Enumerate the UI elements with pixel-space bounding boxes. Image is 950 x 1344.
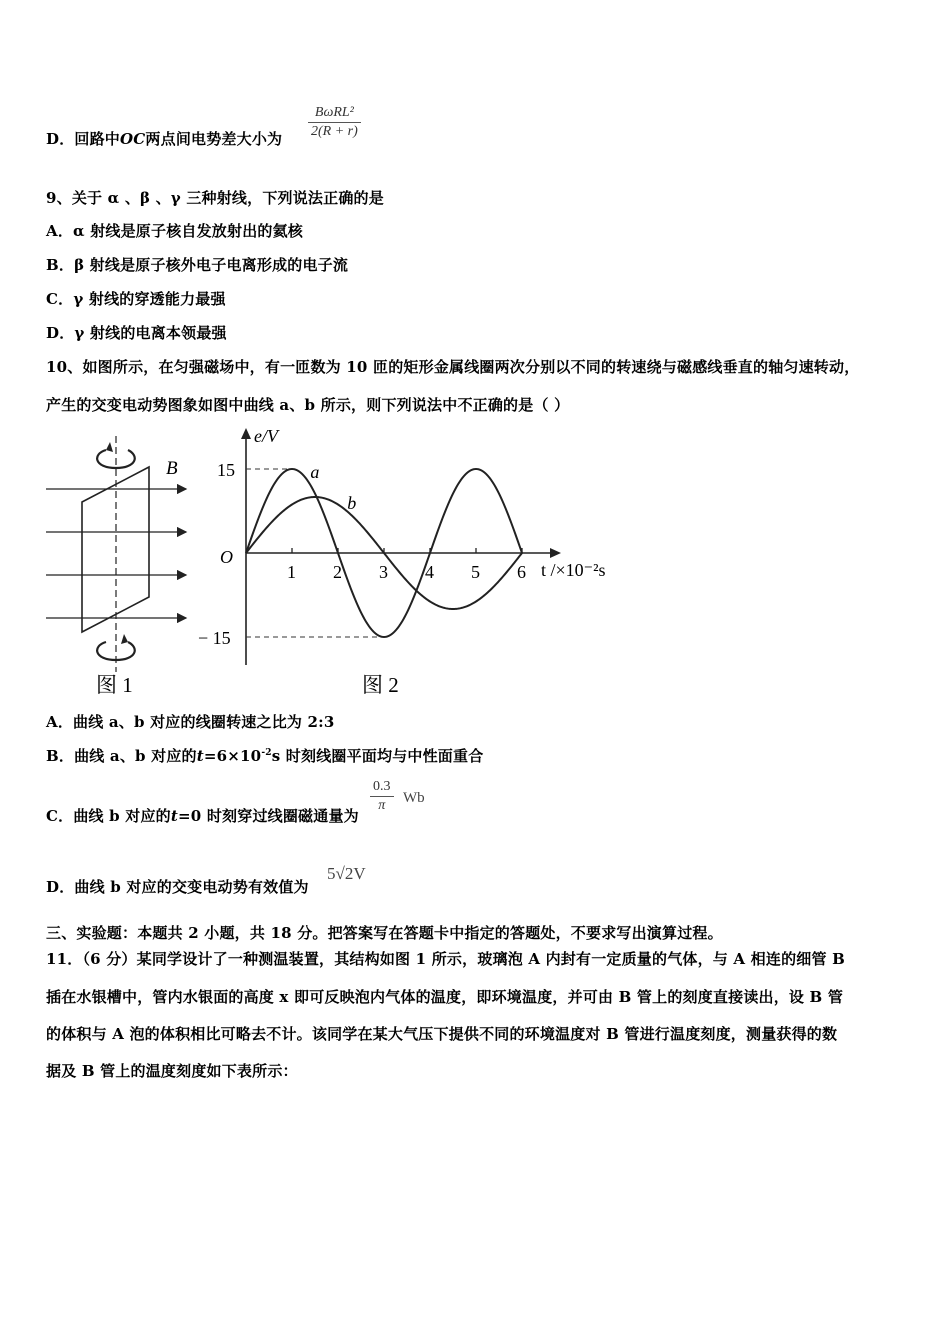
curve-a-label: a — [310, 462, 320, 482]
q11-line-2: 插在水银槽中，管内水银面的高度 x 即可反映泡内气体的温度，即环境温度，并可由 B 管上的刻度直接读出，设 B 管 — [46, 988, 844, 1006]
q10-stem-line1: 10、如图所示，在匀强磁场中，有一匝数为 10 匝的矩形金属线圈两次分别以不同的转速绕与磁感线垂直的轴匀速转动， — [46, 358, 860, 376]
y-axis-arrow-icon — [241, 428, 251, 439]
x-tick-label-3: 3 — [379, 562, 388, 582]
flux-fraction — [370, 778, 394, 815]
q9-option-c: C．γ 射线的穿透能力最强 — [46, 290, 226, 308]
y-axis-label: e/V — [254, 426, 278, 446]
figure-1-caption: 图 1 — [96, 673, 133, 697]
x-axis-label: t /×10⁻²s — [541, 560, 606, 580]
figure-2-caption: 图 2 — [362, 673, 399, 697]
y-tick-label-min: − 15 — [198, 628, 231, 648]
q8-option-d: D．回路中OC两点间电势差大小为 — [46, 130, 283, 148]
q10-stem-line2: 产生的交变电动势图象如图中曲线 a、b 所示，则下列说法中不正确的是（ ） — [46, 396, 570, 414]
x-tick-label-5: 5 — [471, 562, 480, 582]
flux-numerator: 0.3 — [373, 779, 391, 794]
q11-line-3: 的体积与 A 泡的体积相比可略去不计。该同学在某大气压下提供不同的环境温度对 B 管进行温度刻度，测量获得的数 — [46, 1025, 838, 1043]
origin-label: O — [220, 547, 233, 567]
flux-unit: Wb — [403, 790, 425, 806]
section-3-heading: 三、实验题：本题共 2 小题，共 18 分。把答案写在答题卡中指定的答题处，不要求写出演算过程。 — [46, 924, 723, 942]
x-axis-arrow-icon — [550, 548, 561, 558]
q11-line-1: 11．（6 分）某同学设计了一种测温装置，其结构如图 1 所示，玻璃泡 A 内封有一定质量的气体，与 A 相连的细管 B — [46, 950, 845, 968]
x-tick-label-2: 2 — [333, 562, 342, 582]
emf-numerator: BωRL² — [314, 105, 354, 120]
rms-value: 5√2V — [327, 864, 366, 883]
q9-option-b: B．β 射线是原子核外电子电离形成的电子流 — [46, 256, 349, 274]
figure-2-emf-graph — [198, 422, 640, 700]
emf-denominator: 2(R + r) — [311, 124, 358, 139]
q9-stem: 9、关于 α 、β 、γ 三种射线，下列说法正确的是 — [46, 189, 384, 207]
field-label: B — [166, 458, 178, 479]
q11-line-4: 据及 B 管上的温度刻度如下表所示： — [46, 1062, 298, 1080]
x-tick-label-1: 1 — [287, 562, 296, 582]
oc-term: OC — [120, 130, 146, 148]
x-tick-label-6: 6 — [517, 562, 526, 582]
y-tick-label-max: 15 — [217, 460, 235, 480]
flux-denominator: π — [378, 798, 386, 813]
curve-b-label: b — [347, 493, 357, 513]
q10-option-d: D．曲线 b 对应的交变电动势有效值为 — [46, 878, 309, 896]
emf-fraction — [308, 104, 361, 141]
q9-option-a: A．α 射线是原子核自发放射出的氦核 — [46, 222, 304, 240]
q9-option-d: D．γ 射线的电离本领最强 — [46, 324, 227, 342]
q10-option-c: C．曲线 b 对应的t=0 时刻穿过线圈磁通量为 — [46, 807, 359, 825]
x-tick-label-4: 4 — [425, 562, 434, 582]
q10-option-b: B．曲线 a、b 对应的$t=6\times 10^{-2}s$ 时刻线圈平面均与中性面重合 — [46, 747, 484, 765]
q10-option-a: A．曲线 a、b 对应的线圈转速之比为 2:3 — [46, 713, 335, 731]
figure-1-coil — [44, 432, 204, 697]
